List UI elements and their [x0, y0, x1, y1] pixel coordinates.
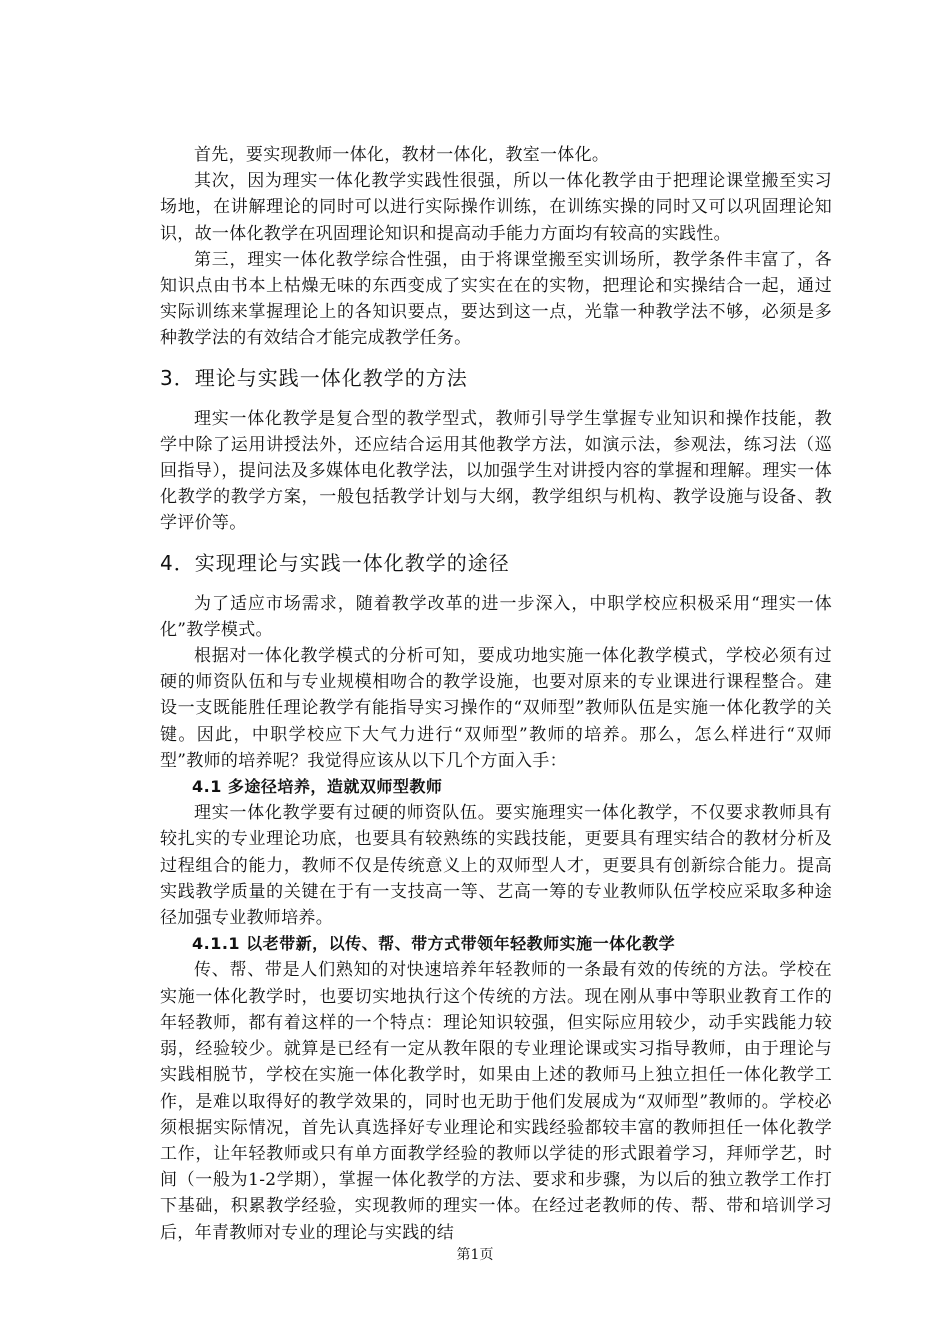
section-4-1-paragraph: 理实一体化教学要有过硬的师资队伍。要实施理实一体化教学，不仅要求教师具有较扎实的专业理论功底，也要具有较熟练的实践技能，更要具有理实结合的教材分析及过程组合的能力，教师不仅是传统意义上的双师型人才，更要具有创新综合能力。提高实践教学质量的关键在于有一支技高一等、艺高一筹的专业教师队伍学校应采取多种途径加强专业教师培养。 [160, 803, 832, 929]
section-4-paragraph-1: 为了适应市场需求，随着教学改革的进一步深入，中职学校应积极采用“理实一体化”教学模式。 [160, 593, 832, 640]
paragraph-second: 其次，因为理实一体化教学实践性很强，所以一体化教学由于把理论课堂搬至实习场地，在讲解理论的同时可以进行实际操作训练，在训练实操的同时又可以巩固理论知识，故一体化教学在巩固理论知识和提高动手能力方面均有较高的实践性。 [160, 171, 832, 244]
section-4-heading: 4．实现理论与实践一体化教学的途径 [160, 550, 510, 575]
document-body [160, 142, 832, 1246]
section-4-1-heading: 4.1 多途径培养，造就双师型教师 [192, 777, 443, 797]
section-3-heading: 3．理论与实践一体化教学的方法 [160, 365, 468, 390]
section-4-paragraph-2: 根据对一体化教学模式的分析可知，要成功地实施一体化教学模式，学校必须有过硬的师资队伍和与专业规模相吻合的教学设施，也要对原来的专业课进行课程整合。建设一支既能胜任理论教学有能指导实习操作的“双师型”教师队伍是实施一体化教学的关键。因此，中职学校应下大气力进行“双师型”教师的培养。那么，怎么样进行“双师型”教师的培养呢？我觉得应该从以下几个方面入手： [160, 646, 832, 771]
section-4-1-1-paragraph: 传、帮、带是人们熟知的对快速培养年轻教师的一条最有效的传统的方法。学校在实施一体化教学时，也要切实地执行这个传统的方法。现在刚从事中等职业教育工作的年轻教师，都有着这样的一个特点：理论知识较强，但实际应用较少，动手实践能力较弱，经验较少。就算是已经有一定从教年限的专业理论课或实习指导教师，由于理论与实践相脱节，学校在实施一体化教学时，如果由上述的教师马上独立担任一体化教学工作，是难以取得好的教学效果的，同时也无助于他们发展成为“双师型”教师的。学校必须根据实际情况，首先认真选择好专业理论和实践经验都较丰富的教师担任一体化教学工作，让年轻教师或只有单方面教学经验的教师以学徒的形式跟着学习，拜师学艺，时间（一般为1-2学期），掌握一体化教学的方法、要求和步骤，为以后的独立教学工作打下基础，积累教学经验，实现教师的理实一体。在经过老教师的传、帮、带和培训学习后，年青教师对专业的理论与实践的结 [160, 960, 832, 1243]
page-number: 第1页 [456, 1247, 494, 1263]
section-3-paragraph: 理实一体化教学是复合型的教学型式，教师引导学生掌握专业知识和操作技能，教学中除了运用讲授法外，还应结合运用其他教学方法，如演示法，参观法，练习法（巡回指导），提问法及多媒体电化教学法，以加强学生对讲授内容的掌握和理解。理实一体化教学的教学方案，一般包括教学计划与大纲，教学组织与机构、教学设施与设备、教学评价等。 [160, 408, 832, 534]
paragraph-third: 第三，理实一体化教学综合性强，由于将课堂搬至实训场所，教学条件丰富了，各知识点由书本上枯燥无味的东西变成了实实在在的实物，把理论和实操结合一起，通过实际训练来掌握理论上的各知识要点，要达到这一点，光靠一种教学法不够，必须是多种教学法的有效结合才能完成教学任务。 [160, 249, 832, 349]
paragraph-first: 首先，要实现教师一体化，教材一体化，教室一体化。 [194, 145, 610, 165]
section-4-1-1-heading: 4.1.1 以老带新，以传、帮、带方式带领年轻教师实施一体化教学 [192, 934, 676, 954]
